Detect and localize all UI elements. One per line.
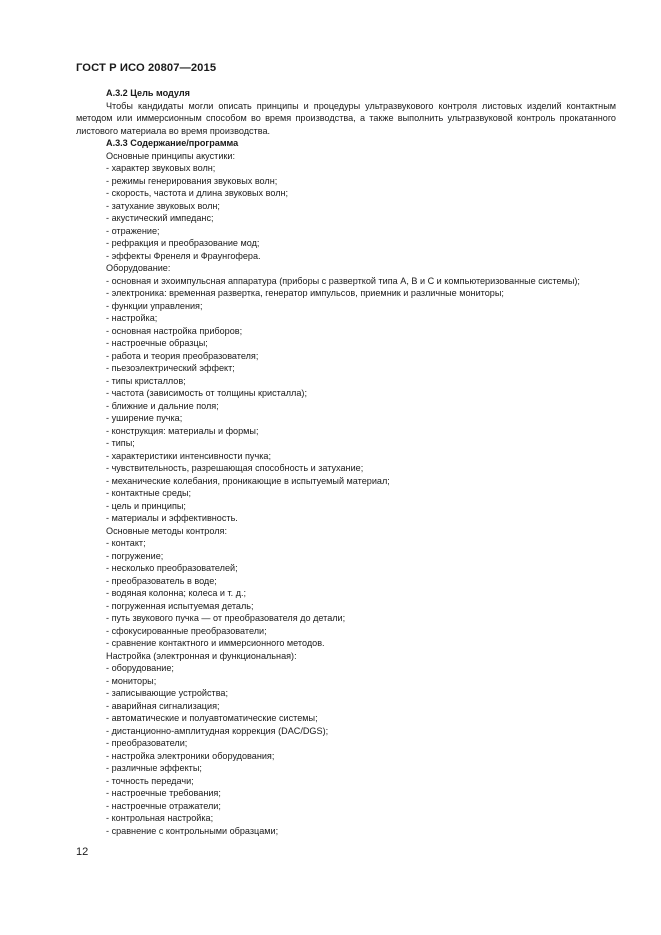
list-item: - путь звукового пучка — от преобразователя до детали; xyxy=(76,612,616,625)
list-item: - работа и теория преобразователя; xyxy=(76,350,616,363)
list-item: - основная настройка приборов; xyxy=(76,325,616,338)
list-item: - автоматические и полуавтоматические системы; xyxy=(76,712,616,725)
list-item: - режимы генерирования звуковых волн; xyxy=(76,175,616,188)
list-item: - характер звуковых волн; xyxy=(76,162,616,175)
list-item: - настроечные требования; xyxy=(76,787,616,800)
list-item: - контактные среды; xyxy=(76,487,616,500)
list-item: - несколько преобразователей; xyxy=(76,562,616,575)
list-item: - эффекты Френеля и Фраунгофера. xyxy=(76,250,616,263)
bullet-list xyxy=(76,275,616,525)
list-item: - типы; xyxy=(76,437,616,450)
list-item: - настроечные образцы; xyxy=(76,337,616,350)
list-item: - функции управления; xyxy=(76,300,616,313)
list-item: - преобразователь в воде; xyxy=(76,575,616,588)
list-item: - пьезоэлектрический эффект; xyxy=(76,362,616,375)
group-title: Оборудование: xyxy=(106,263,171,273)
list-item: - характеристики интенсивности пучка; xyxy=(76,450,616,463)
list-item: - чувствительность, разрешающая способность и затухание; xyxy=(76,462,616,475)
list-item: - рефракция и преобразование мод; xyxy=(76,237,616,250)
list-item: - отражение; xyxy=(76,225,616,238)
list-item: - настроечные отражатели; xyxy=(76,800,616,813)
list-item: - сравнение контактного и иммерсионного методов. xyxy=(76,637,616,650)
list-item: - настройка; xyxy=(76,312,616,325)
list-item: - погруженная испытуемая деталь; xyxy=(76,600,616,613)
bullet-list xyxy=(76,662,616,837)
section-a32-paragraph: Чтобы кандидаты могли описать принципы и процедуры ультразвукового контроля листовых изделий контактным методом или иммерсионным способом во время производства, а также выполнить ультразвуковой контроль прокатанного листового материала во время производства. xyxy=(76,100,616,136)
list-item: - настройка электроники оборудования; xyxy=(76,750,616,763)
list-item: - скорость, частота и длина звуковых волн; xyxy=(76,187,616,200)
list-item: - сфокусированные преобразователи; xyxy=(76,625,616,638)
list-item: - преобразователи; xyxy=(76,737,616,750)
list-item: - водяная колонна; колеса и т. д.; xyxy=(76,587,616,600)
group-title: Основные принципы акустики: xyxy=(106,150,235,161)
list-item: - дистанционно-амплитудная коррекция (DAC/DGS); xyxy=(76,725,616,738)
list-item: - точность передачи; xyxy=(76,775,616,788)
group-title: Основные методы контроля: xyxy=(106,525,227,536)
document-body xyxy=(76,87,616,837)
list-item: - сравнение с контрольными образцами; xyxy=(76,825,616,838)
group-title: Настройка (электронная и функциональная): xyxy=(106,650,297,661)
list-item: - материалы и эффективность. xyxy=(76,512,616,525)
list-item: - мониторы; xyxy=(76,675,616,688)
document-header: ГОСТ Р ИСО 20807—2015 xyxy=(76,62,217,74)
list-item: - механические колебания, проникающие в испытуемый материал; xyxy=(76,475,616,488)
list-item: - цель и принципы; xyxy=(76,500,616,513)
list-item: - оборудование; xyxy=(76,662,616,675)
list-item: - электроника: временная развертка, генератор импульсов, приемник и различные мониторы; xyxy=(76,287,616,300)
bullet-list xyxy=(76,537,616,650)
list-item: - уширение пучка; xyxy=(76,412,616,425)
list-item: - контрольная настройка; xyxy=(76,812,616,825)
list-item: - записывающие устройства; xyxy=(76,687,616,700)
list-item: - затухание звуковых волн; xyxy=(76,200,616,213)
section-heading-a33: А.3.3 Содержание/программа xyxy=(106,138,239,148)
list-item: - основная и эхоимпульсная аппаратура (приборы с разверткой типа А, В и С и компьютеризованные системы); xyxy=(76,275,616,288)
content-program xyxy=(76,150,616,838)
list-item: - погружение; xyxy=(76,550,616,563)
section-heading-a32: А.3.2 Цель модуля xyxy=(106,88,190,98)
bullet-list xyxy=(76,162,616,262)
list-item: - ближние и дальние поля; xyxy=(76,400,616,413)
list-item: - различные эффекты; xyxy=(76,762,616,775)
list-item: - аварийная сигнализация; xyxy=(76,700,616,713)
list-item: - типы кристаллов; xyxy=(76,375,616,388)
list-item: - контакт; xyxy=(76,537,616,550)
list-item: - частота (зависимость от толщины кристалла); xyxy=(76,387,616,400)
list-item: - конструкция: материалы и формы; xyxy=(76,425,616,438)
page-number: 12 xyxy=(76,846,89,858)
list-item: - акустический импеданс; xyxy=(76,212,616,225)
